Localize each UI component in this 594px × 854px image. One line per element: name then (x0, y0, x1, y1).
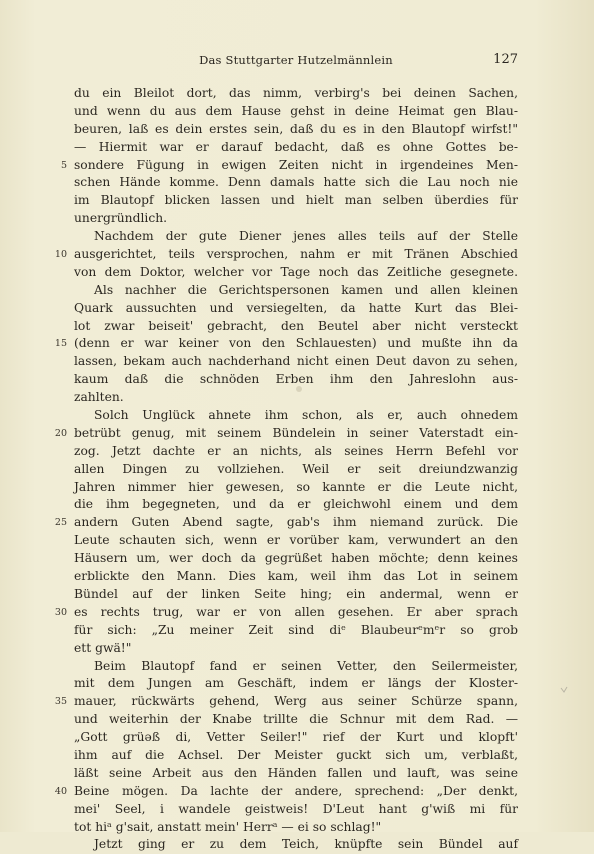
line-number: 30 (54, 606, 67, 618)
line-text: beuren, laß es dein erstes sein, daß du es in den Blautopf wirfst!" (74, 121, 518, 136)
text-line (74, 461, 518, 479)
text-line (74, 353, 518, 371)
line-text: mei' Seel, i wandele geistweis! D'Leut hant g'wiß mi für (74, 801, 518, 816)
line-text: „Gott grüəß di, Vetter Seiler!" rief der Kurt und klopft' (74, 730, 518, 745)
text-line (74, 729, 518, 747)
line-text: ett gwä!" (74, 640, 132, 655)
text-line (74, 675, 518, 693)
line-number: 25 (54, 517, 67, 529)
text-line (74, 192, 518, 210)
line-text: Jahren nimmer hier gewesen, so kannte er die Leute nicht, (74, 479, 518, 494)
line-text: ausgerichtet, teils versprochen, nahm er mit Tränen Abschied (74, 247, 518, 262)
text-line (74, 85, 518, 103)
line-text: im Blautopf blicken lassen und hielt man selben überdies für (74, 193, 518, 208)
line-text: die ihm begegneten, und da er gleichwohl einem und dem (74, 497, 518, 512)
body-text (54, 85, 518, 854)
text-line (74, 103, 518, 121)
text-line (74, 801, 518, 819)
text-line (74, 318, 518, 336)
line-number: 10 (54, 249, 67, 261)
paper-spot (296, 386, 302, 392)
text-line (74, 389, 518, 407)
text-line (74, 765, 518, 783)
pencil-tick-mark (560, 686, 568, 694)
text-line (74, 264, 518, 282)
text-line (74, 300, 518, 318)
line-text: Häusern um, wer doch da gegrüßet haben möchte; denn keines (74, 551, 518, 566)
text-line (74, 586, 518, 604)
text-line (74, 819, 518, 837)
line-text: Beim Blautopf fand er seinen Vetter, den Seilermeister, (94, 658, 518, 673)
line-number: 5 (60, 159, 67, 171)
line-text: Solch Unglück ahnete ihm schon, als er, auch ohnedem (94, 408, 518, 423)
line-number: 40 (54, 785, 67, 797)
text-line (54, 425, 518, 443)
line-text: erblickte den Mann. Dies kam, weil ihm das Lot in seinem (74, 569, 518, 584)
text-line (74, 407, 518, 425)
line-text: zog. Jetzt dachte er an nichts, als seines Herrn Befehl vor (74, 443, 518, 458)
line-text: zahlten. (74, 390, 124, 405)
text-line (74, 121, 518, 139)
line-text: Leute schauten sich, wenn er vorüber kam, verwundert an den (74, 533, 518, 548)
text-line (74, 139, 518, 157)
text-line (54, 693, 518, 711)
text-line (54, 604, 518, 622)
line-text: andern Guten Abend sagte, gab's ihm niemand zurück. Die (74, 515, 518, 530)
line-text: unergründlich. (74, 211, 168, 226)
line-number: 20 (54, 427, 67, 439)
line-text: mauer, rückwärts gehend, Werg aus seiner Schürze spann, (74, 694, 518, 709)
line-text: Beine mögen. Da lachte der andere, sprechend: „Der denkt, (74, 783, 518, 798)
line-text: für sich: „Zu meiner Zeit sind diᵉ Blaubeurᵉmᵉr so grob (74, 622, 518, 637)
line-text: schen Hände komme. Denn damals hatte sich die Lau noch nie (74, 175, 518, 190)
text-line (60, 157, 518, 175)
text-line (74, 174, 518, 192)
line-text: Quark aussuchten und versiegelten, da hatte Kurt das Blei- (74, 300, 518, 315)
text-line (74, 747, 518, 765)
line-text: mit dem Jungen am Geschäft, indem er längs der Kloster- (74, 676, 518, 691)
line-number: 35 (54, 696, 67, 708)
line-text: Als nachher die Gerichtspersonen kamen und allen kleinen (94, 282, 518, 297)
line-text: sondere Fügung in ewigen Zeiten nicht in irgendeines Men- (74, 157, 518, 172)
text-line (74, 622, 518, 640)
line-text: — Hiermit war er darauf bedacht, daß es ohne Gottes be- (74, 139, 518, 154)
text-line (54, 335, 518, 353)
text-line (74, 550, 518, 568)
line-text: tot hiᵃ g'sait, anstatt mein' Herrᵃ — ei so schlag!" (74, 819, 382, 834)
text-line (54, 514, 518, 532)
text-line (74, 228, 518, 246)
line-text: Bündel auf der linken Seite hing; ein andermal, wenn er (74, 586, 518, 601)
line-text: du ein Bleilot dort, das nimm, verbirg's bei deinen Sachen, (74, 86, 518, 100)
text-line (54, 783, 518, 801)
running-title: Das Stuttgarter Hutzelmännlein (199, 53, 393, 67)
text-line (74, 479, 518, 497)
line-text: von dem Doktor, welcher vor Tage noch das Zeitliche gesegnete. (74, 264, 518, 279)
text-line (74, 658, 518, 676)
line-text: es rechts trug, war er von allen gesehen. Er aber sprach (74, 604, 518, 619)
text-line (74, 282, 518, 300)
text-line (74, 532, 518, 550)
line-text: ihm auf die Achsel. Der Meister guckt sich um, verblaßt, (74, 747, 518, 762)
text-line (74, 711, 518, 729)
text-line (54, 246, 518, 264)
line-text: und wenn du aus dem Hause gehst in deine Heimat gen Blau- (74, 103, 518, 118)
line-text: lassen, bekam auch nachderhand nicht einen Deut davon zu sehen, (74, 354, 518, 369)
line-text: allen Dingen zu vollziehen. Weil er seit dreiundzwanzig (74, 461, 518, 476)
line-text: Jetzt ging er zu dem Teich, knüpfte sein Bündel auf (94, 837, 518, 852)
page-number: 127 (493, 52, 518, 67)
text-line (74, 836, 518, 854)
line-text: und weiterhin der Knabe trillte die Schnur mit dem Rad. — (74, 712, 518, 727)
page-header (74, 52, 518, 70)
line-number: 15 (54, 338, 67, 350)
line-text: (denn er war keiner von den Schlauesten) und mußte ihn da (74, 336, 518, 351)
line-text: lot zwar beiseit' gebracht, den Beutel aber nicht versteckt (74, 318, 518, 333)
text-line (74, 496, 518, 514)
line-text: läßt seine Arbeit aus den Händen fallen und lauft, was seine (74, 765, 518, 780)
line-text: kaum daß die schnöden Erben ihm den Jahreslohn aus- (74, 372, 518, 387)
line-text: betrübt genug, mit seinem Bündelein in seiner Vaterstadt ein- (74, 425, 518, 440)
line-text: Nachdem der gute Diener jenes alles teils auf der Stelle (94, 229, 518, 244)
text-line (74, 443, 518, 461)
text-line (74, 640, 518, 658)
text-line (74, 568, 518, 586)
text-line (74, 210, 518, 228)
